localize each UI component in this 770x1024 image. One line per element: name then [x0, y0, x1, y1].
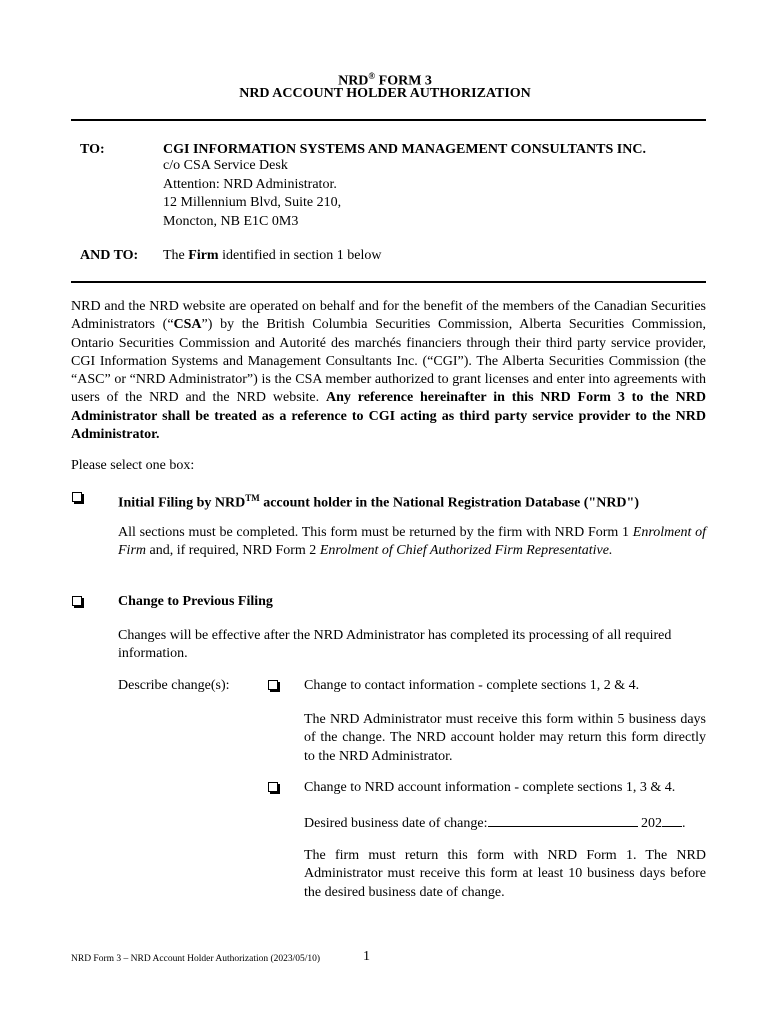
bottom-divider	[71, 281, 706, 283]
change-date-label: Desired business date of change:	[304, 816, 488, 831]
initial-filing-checkbox[interactable]	[72, 492, 82, 502]
form-subtitle: NRD ACCOUNT HOLDER AUTHORIZATION	[239, 86, 531, 101]
change-filing-description: Changes will be effective after the NRD Administrator has completed its processing of all required information.	[118, 628, 672, 662]
intro-paragraph	[71, 298, 706, 444]
recipient-company: CGI INFORMATION SYSTEMS AND MANAGEMENT CONSULTANTS INC.	[163, 142, 646, 157]
contact-info-change-label: Change to contact information - complete sections 1, 2 & 4.	[304, 678, 640, 693]
page-number: 1	[363, 949, 370, 964]
intro-reference-notice: Any reference hereinafter in this NRD Form 3 to the NRD Administrator shall be treated as a reference to CGI acting as third party service provider to the NRD Administrator.	[71, 390, 706, 443]
intro-csa: CSA	[173, 317, 202, 333]
form-title-prefix: NRD	[338, 73, 369, 89]
initial-filing-desc-2: and, if required, NRD Form 2	[146, 543, 320, 559]
account-info-change-label: Change to NRD account information - complete sections 1, 3 & 4.	[304, 780, 676, 795]
change-date-field[interactable]	[488, 813, 638, 827]
trademark-mark: TM	[245, 493, 260, 503]
change-year-field[interactable]	[662, 813, 682, 827]
change-filing-checkbox[interactable]	[72, 596, 82, 606]
and-to-label: AND TO:	[80, 248, 139, 263]
and-to-post: identified in section 1 below	[218, 248, 382, 263]
describe-changes-label: Describe change(s):	[118, 678, 230, 693]
select-prompt: Please select one box:	[71, 458, 195, 473]
and-to-text	[163, 247, 382, 266]
intro-text-2: ”) by the British Columbia Securities Commission, Alberta Securities Commission, Ontario Securities Commission and Autorité des marchés financiers through their third party service provider, CGI Information Systems and Management Consultants Inc. (“CGI”). The Alberta Securities Commission (the “ASC” or “NRD Administrator”) is the CSA member authorized to grant licenses and enter into agreements with users of the NRD and the NRD website.	[71, 317, 706, 406]
change-filing-label: Change to Previous Filing	[118, 594, 273, 609]
address-line: 12 Millennium Blvd, Suite 210,	[163, 195, 342, 210]
initial-filing-label-post: account holder in the National Registration Database ("NRD")	[259, 495, 639, 511]
form2-title: Enrolment of Chief Authorized Firm Representative.	[319, 543, 613, 559]
contact-info-change-description: The NRD Administrator must receive this form within 5 business days of the change. The NRD account holder may return this form directly to the NRD Administrator.	[304, 712, 706, 764]
form1-title: Enrolment of Firm	[118, 525, 706, 559]
and-to-firm: Firm	[188, 248, 219, 263]
initial-filing-description	[118, 524, 706, 561]
address-line: Moncton, NB E1C 0M3	[163, 213, 299, 229]
change-date-row: Desired business date of change: 202 .	[304, 813, 686, 833]
recipient-address	[163, 157, 341, 231]
change-year-prefix: 202	[641, 816, 662, 831]
contact-info-change-checkbox[interactable]	[268, 680, 278, 690]
footer-form-id: NRD Form 3 – NRD Account Holder Authorization (2023/05/10)	[71, 954, 321, 964]
top-divider	[71, 119, 706, 121]
initial-filing-desc-1: All sections must be completed. This form must be returned by the firm with NRD Form 1	[118, 525, 633, 540]
and-to-pre: The	[163, 248, 189, 263]
to-label: TO:	[80, 142, 105, 157]
account-info-change-description: The firm must return this form with NRD Form 1. The NRD Administrator must receive this form at least 10 business days before the desired business date of change.	[304, 848, 706, 900]
initial-filing-label-pre: Initial Filing by NRD	[118, 495, 246, 511]
address-line: Attention: NRD Administrator.	[163, 176, 337, 192]
intro-text-1: NRD and the NRD website are operated on behalf and for the benefit of the members of the Canadian Securities Administrators (“	[71, 299, 706, 333]
initial-filing-label	[118, 489, 639, 513]
registered-mark: ®	[368, 71, 376, 81]
account-info-change-checkbox[interactable]	[268, 782, 278, 792]
address-line: c/o CSA Service Desk	[163, 158, 288, 173]
form-title-suffix: FORM 3	[375, 73, 432, 89]
